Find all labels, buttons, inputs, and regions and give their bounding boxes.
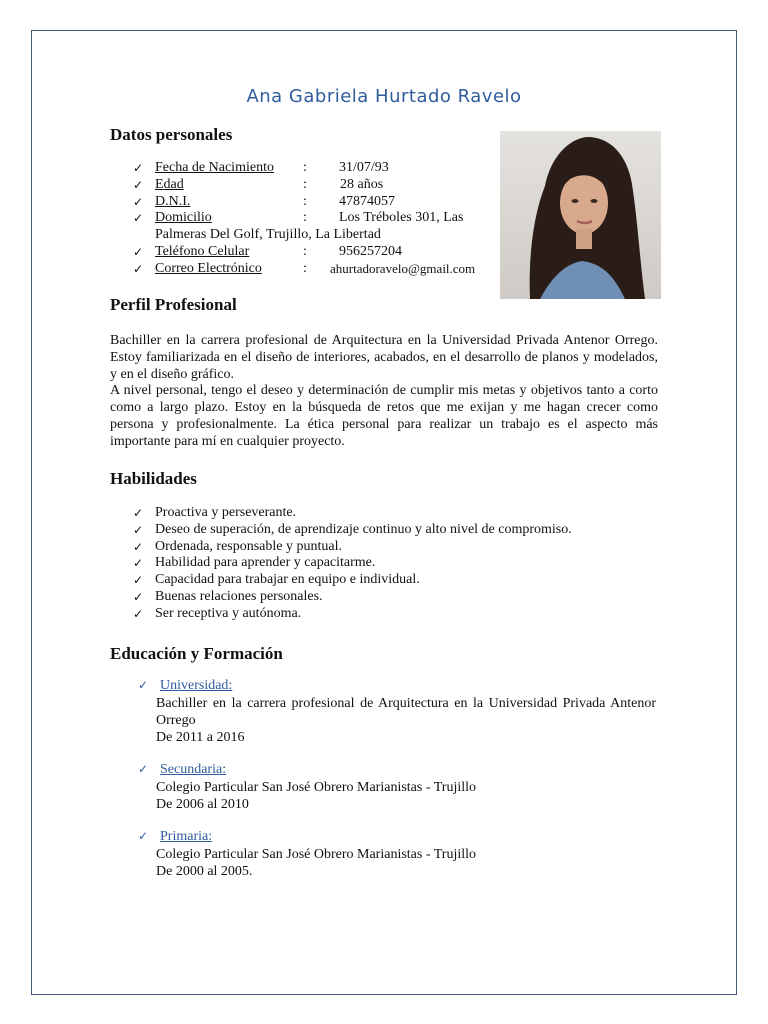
skill-text: Deseo de superación, de aprendizaje continuo y alto nivel de compromiso. xyxy=(155,521,572,537)
field-colon: : xyxy=(303,160,307,175)
profile-photo xyxy=(500,131,661,299)
check-icon: ✓ xyxy=(133,177,144,192)
check-icon: ✓ xyxy=(138,678,149,692)
skill-text: Habilidad para aprender y capacitarme. xyxy=(155,555,376,571)
field-colon: : xyxy=(303,176,307,192)
field-label: Correo Electrónico xyxy=(155,260,262,276)
field-value: 28 años xyxy=(340,176,384,192)
field-value: Los Tréboles 301, Las xyxy=(339,210,464,226)
education-level: Secundaria: xyxy=(160,762,227,777)
field-value: 956257204 xyxy=(339,243,402,259)
check-icon: ✓ xyxy=(133,211,144,226)
education-line: De 2011 a 2016 xyxy=(156,730,245,745)
check-icon: ✓ xyxy=(133,161,144,175)
field-label: Edad xyxy=(155,176,184,192)
field-value: 31/07/93 xyxy=(339,160,389,175)
skill-text: Ordenada, responsable y puntual. xyxy=(155,538,342,554)
education-line: Colegio Particular San José Obrero Marianistas - Trujillo xyxy=(156,780,477,795)
check-icon: ✓ xyxy=(133,606,144,621)
check-icon: ✓ xyxy=(133,506,144,520)
section-title-skills: Habilidades xyxy=(110,469,197,488)
section-title-profile: Perfil Profesional xyxy=(110,295,237,314)
check-icon: ✓ xyxy=(133,244,144,259)
field-value: 47874057 xyxy=(339,193,395,209)
field-colon: : xyxy=(303,260,307,276)
field-value-continuation: Palmeras Del Golf, Trujillo, La Libertad xyxy=(155,227,381,243)
education-line: De 2000 al 2005. xyxy=(156,864,253,879)
profile-paragraph-1: Bachiller en la carrera profesional de Arquitectura en la Universidad Privada Antenor Orrego. Estoy familiarizada en el diseño de interiores, acabados, en el desarrollo de planos y modelados, y en el diseño gráfico. xyxy=(110,333,658,382)
check-icon: ✓ xyxy=(133,589,144,604)
check-icon: ✓ xyxy=(133,556,144,571)
education-level: Universidad: xyxy=(160,678,233,693)
skill-text: Capacidad para trabajar en equipo e individual. xyxy=(155,572,420,588)
education-details xyxy=(156,695,656,746)
education-details xyxy=(156,779,656,813)
email-value: ahurtadoravelo@gmail.com xyxy=(330,260,476,276)
check-icon: ✓ xyxy=(133,539,144,554)
profile-paragraph-2: A nivel personal, tengo el deseo y determinación de cumplir mis metas y objetivos tanto a corto como a largo plazo. Estoy en la búsqueda de retos que me exijan y me hagan crecer como persona y profesionalmente. La ética personal para realizar un trabajo es el aspecto más importante para mí en cualquier proyecto. xyxy=(110,383,658,449)
field-colon: : xyxy=(303,243,307,259)
field-colon: : xyxy=(303,193,307,209)
education-line: De 2006 al 2010 xyxy=(156,797,249,812)
skill-text: Proactiva y perseverante. xyxy=(155,505,297,520)
check-icon: ✓ xyxy=(133,573,144,588)
check-icon: ✓ xyxy=(133,194,144,209)
education-level: Primaria: xyxy=(160,829,213,844)
section-title-education: Educación y Formación xyxy=(110,644,283,663)
field-label: Domicilio xyxy=(155,210,212,226)
field-label: Fecha de Nacimiento xyxy=(155,160,274,175)
education-line: Colegio Particular San José Obrero Marianistas - Trujillo xyxy=(156,847,477,862)
education-details xyxy=(156,846,656,880)
field-label: D.N.I. xyxy=(155,193,191,209)
education-line: Bachiller en la carrera profesional de Arquitectura en la Universidad Privada Antenor Orrego xyxy=(156,696,656,728)
check-icon: ✓ xyxy=(138,762,149,776)
field-colon: : xyxy=(303,210,307,226)
skill-text: Buenas relaciones personales. xyxy=(155,588,323,604)
check-icon: ✓ xyxy=(133,522,144,537)
candidate-name: Ana Gabriela Hurtado Ravelo xyxy=(246,86,522,107)
check-icon: ✓ xyxy=(133,261,144,276)
skill-text: Ser receptiva y autónoma. xyxy=(155,605,302,621)
check-icon: ✓ xyxy=(138,829,149,843)
section-title-personal: Datos personales xyxy=(110,125,233,144)
field-label: Teléfono Celular xyxy=(155,243,250,259)
